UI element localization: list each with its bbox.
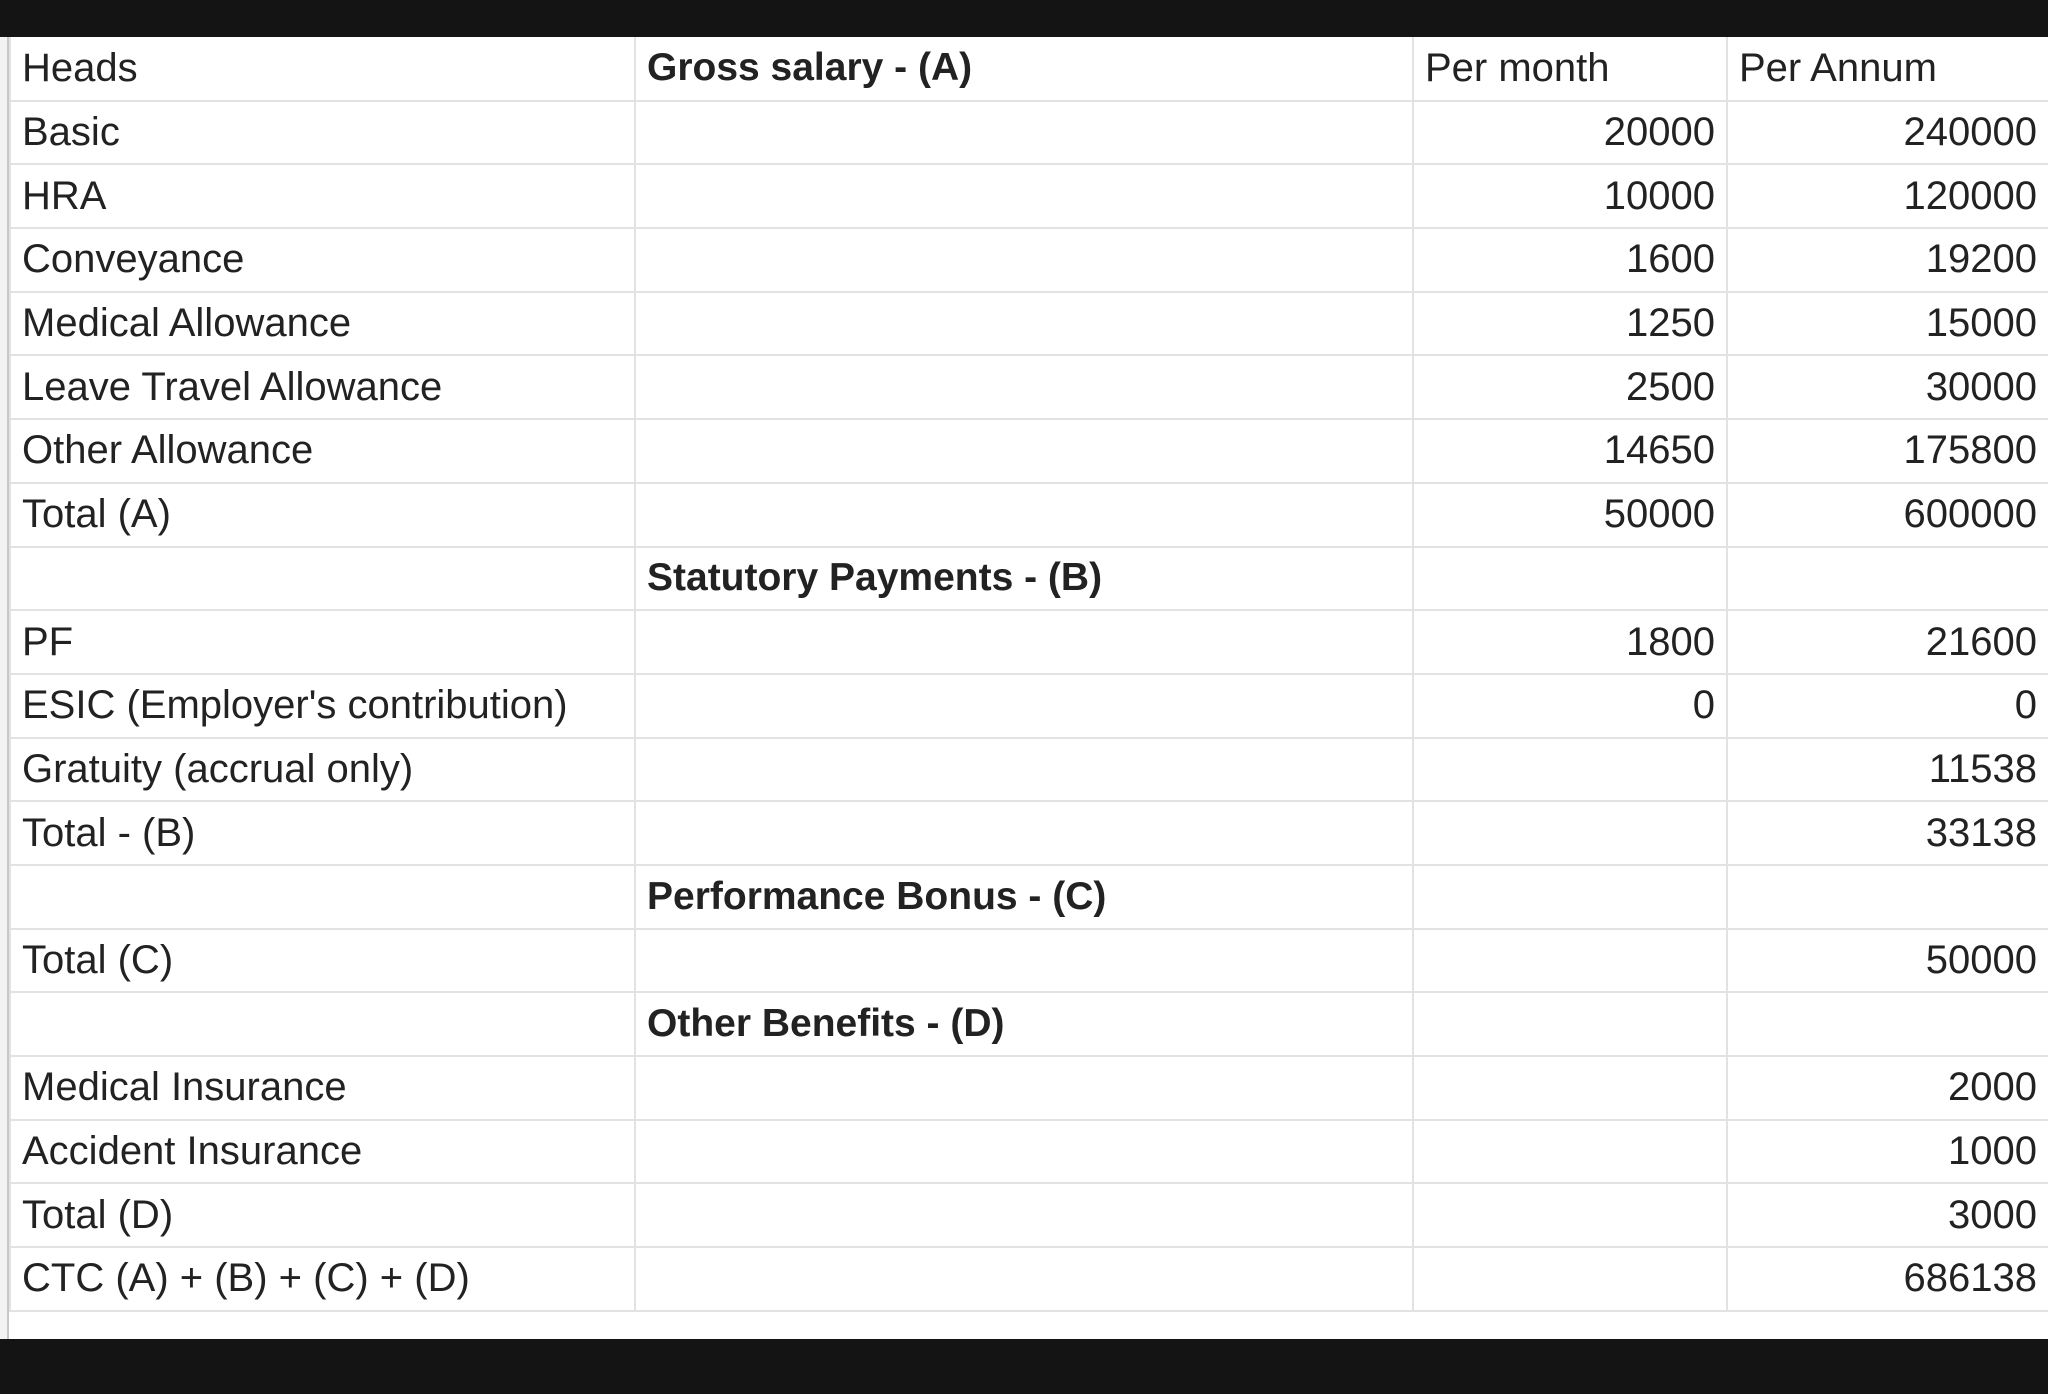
cell-heads[interactable]: Total (A)	[10, 483, 635, 547]
table-row	[10, 483, 2048, 547]
cell-per-annum[interactable]: 240000	[1727, 101, 2048, 165]
table-row	[10, 929, 2048, 993]
cell-per-month[interactable]: Per month	[1413, 37, 1727, 101]
cell-heads[interactable]	[10, 865, 635, 929]
cell-heads[interactable]	[10, 992, 635, 1056]
table-row	[10, 992, 2048, 1056]
cell-section-header[interactable]	[635, 738, 1413, 802]
cell-heads[interactable]: PF	[10, 610, 635, 674]
table-row	[10, 547, 2048, 611]
table-row	[10, 37, 2048, 101]
salary-table	[9, 37, 2048, 1312]
table-row	[10, 738, 2048, 802]
row-header-edge	[0, 37, 9, 1339]
table-row	[10, 1056, 2048, 1120]
table-row	[10, 355, 2048, 419]
cell-section-header[interactable]	[635, 228, 1413, 292]
cell-heads[interactable]: Total - (B)	[10, 801, 635, 865]
cell-heads[interactable]: Leave Travel Allowance	[10, 355, 635, 419]
cell-section-header[interactable]: Gross salary - (A)	[635, 37, 1413, 101]
cell-per-month[interactable]: 1800	[1413, 610, 1727, 674]
cell-heads[interactable]: Total (D)	[10, 1183, 635, 1247]
cell-per-annum[interactable]: 2000	[1727, 1056, 2048, 1120]
table-row	[10, 610, 2048, 674]
table-row	[10, 292, 2048, 356]
cell-per-annum[interactable]: Per Annum	[1727, 37, 2048, 101]
cell-per-annum[interactable]	[1727, 992, 2048, 1056]
cell-per-month[interactable]	[1413, 992, 1727, 1056]
cell-per-annum[interactable]: 21600	[1727, 610, 2048, 674]
cell-section-header[interactable]	[635, 610, 1413, 674]
cell-section-header[interactable]	[635, 1247, 1413, 1311]
cell-section-header[interactable]	[635, 292, 1413, 356]
cell-heads[interactable]: Medical Allowance	[10, 292, 635, 356]
cell-heads[interactable]: Total (C)	[10, 929, 635, 993]
table-row	[10, 674, 2048, 738]
cell-per-annum[interactable]: 11538	[1727, 738, 2048, 802]
cell-per-month[interactable]: 1250	[1413, 292, 1727, 356]
cell-section-header[interactable]	[635, 355, 1413, 419]
cell-per-annum[interactable]: 600000	[1727, 483, 2048, 547]
cell-heads[interactable]	[10, 547, 635, 611]
cell-section-header[interactable]: Performance Bonus - (C)	[635, 865, 1413, 929]
cell-per-annum[interactable]: 30000	[1727, 355, 2048, 419]
table-row	[10, 419, 2048, 483]
cell-per-annum[interactable]: 175800	[1727, 419, 2048, 483]
cell-per-month[interactable]: 14650	[1413, 419, 1727, 483]
cell-per-annum[interactable]	[1727, 547, 2048, 611]
cell-per-month[interactable]	[1413, 1183, 1727, 1247]
cell-per-month[interactable]: 10000	[1413, 164, 1727, 228]
cell-section-header[interactable]	[635, 929, 1413, 993]
cell-section-header[interactable]	[635, 164, 1413, 228]
cell-heads[interactable]: Gratuity (accrual only)	[10, 738, 635, 802]
cell-section-header[interactable]	[635, 483, 1413, 547]
cell-heads[interactable]: Basic	[10, 101, 635, 165]
table-row	[10, 1183, 2048, 1247]
cell-per-month[interactable]: 2500	[1413, 355, 1727, 419]
table-row	[10, 228, 2048, 292]
cell-heads[interactable]: Other Allowance	[10, 419, 635, 483]
cell-per-month[interactable]	[1413, 1247, 1727, 1311]
cell-per-month[interactable]	[1413, 738, 1727, 802]
bottom-black-band	[0, 1339, 2048, 1394]
cell-per-annum[interactable]: 120000	[1727, 164, 2048, 228]
cell-per-month[interactable]: 50000	[1413, 483, 1727, 547]
cell-per-month[interactable]	[1413, 801, 1727, 865]
cell-per-annum[interactable]: 1000	[1727, 1120, 2048, 1184]
cell-per-month[interactable]: 20000	[1413, 101, 1727, 165]
cell-heads[interactable]: Medical Insurance	[10, 1056, 635, 1120]
cell-per-month[interactable]	[1413, 1120, 1727, 1184]
cell-per-annum[interactable]	[1727, 865, 2048, 929]
cell-heads[interactable]: Accident Insurance	[10, 1120, 635, 1184]
cell-heads[interactable]: Conveyance	[10, 228, 635, 292]
table-row	[10, 1247, 2048, 1311]
cell-section-header[interactable]	[635, 674, 1413, 738]
table-row	[10, 101, 2048, 165]
cell-section-header[interactable]: Statutory Payments - (B)	[635, 547, 1413, 611]
cell-per-annum[interactable]: 686138	[1727, 1247, 2048, 1311]
cell-section-header[interactable]	[635, 1120, 1413, 1184]
cell-section-header[interactable]	[635, 1056, 1413, 1120]
cell-per-annum[interactable]: 0	[1727, 674, 2048, 738]
cell-per-annum[interactable]: 19200	[1727, 228, 2048, 292]
cell-per-month[interactable]	[1413, 865, 1727, 929]
cell-heads[interactable]: ESIC (Employer's contribution)	[10, 674, 635, 738]
cell-heads[interactable]: CTC (A) + (B) + (C) + (D)	[10, 1247, 635, 1311]
cell-heads[interactable]: Heads	[10, 37, 635, 101]
cell-per-annum[interactable]: 50000	[1727, 929, 2048, 993]
cell-per-month[interactable]: 0	[1413, 674, 1727, 738]
cell-section-header[interactable]: Other Benefits - (D)	[635, 992, 1413, 1056]
cell-per-month[interactable]	[1413, 547, 1727, 611]
table-row	[10, 1120, 2048, 1184]
cell-per-month[interactable]	[1413, 1056, 1727, 1120]
cell-per-month[interactable]: 1600	[1413, 228, 1727, 292]
cell-per-month[interactable]	[1413, 929, 1727, 993]
cell-per-annum[interactable]: 3000	[1727, 1183, 2048, 1247]
spreadsheet-area	[0, 37, 2048, 1339]
cell-section-header[interactable]	[635, 419, 1413, 483]
cell-per-annum[interactable]: 33138	[1727, 801, 2048, 865]
cell-section-header[interactable]	[635, 101, 1413, 165]
top-black-band	[0, 0, 2048, 37]
table-row	[10, 164, 2048, 228]
table-row	[10, 801, 2048, 865]
cell-section-header[interactable]	[635, 801, 1413, 865]
table-row	[10, 865, 2048, 929]
cell-section-header[interactable]	[635, 1183, 1413, 1247]
cell-heads[interactable]: HRA	[10, 164, 635, 228]
cell-per-annum[interactable]: 15000	[1727, 292, 2048, 356]
